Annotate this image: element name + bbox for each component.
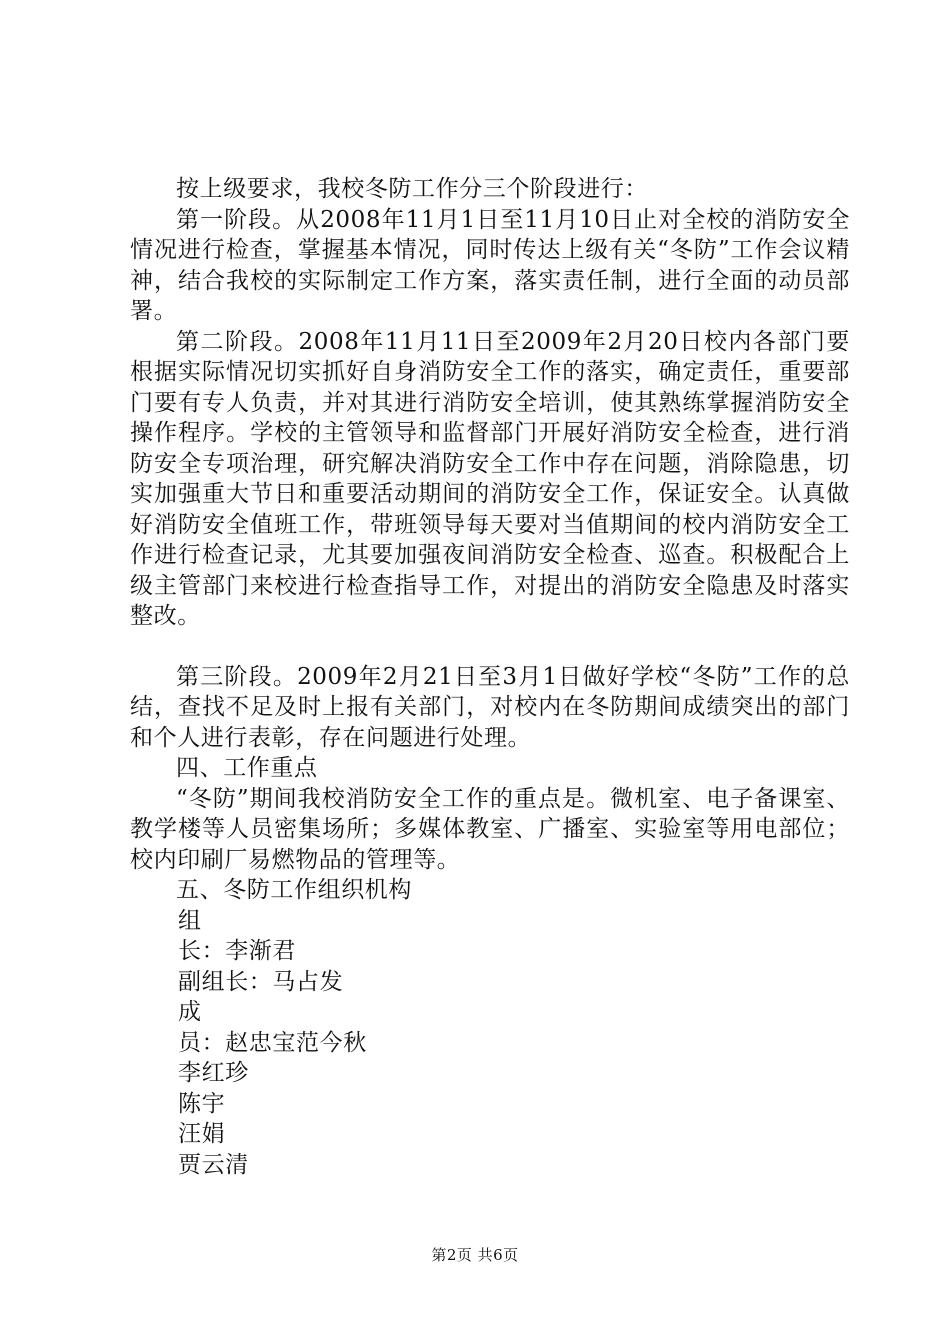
org-line: 陈宇	[178, 1090, 226, 1117]
stage-one-paragraph: 第一阶段。从2008年11月1日至11月10日止对全校的消防安全情况进行检查，掌握基本情况，同时传达上级有关“冬防”工作会议精神，结合我校的实际制定工作方案，落实责任制，进行全面的动员部署。	[130, 206, 850, 324]
intro-paragraph: 按上级要求，我校冬防工作分三个阶段进行：	[176, 176, 648, 202]
stage-two-paragraph: 第二阶段。2008年11月11日至2009年2月20日校内各部门要根据实际情况切实抓好自身消防安全工作的落实，确定责任，重要部门要有专人负责，并对其进行消防安全培训，使其熟练掌握消防安全操作程序。学校的主管领导和监督部门开展好消防安全检查，进行消防安全专项治理，研究解决消防安全工作中存在问题，消除隐患，切实加强重大节日和重要活动期间的消防安全工作，保证安全。认真做好消防安全值班工作，带班领导每天要对当值期间的校内消防安全工作进行检查记录，尤其要加强夜间消防安全检查、巡查。积极配合上级主管部门来校进行检查指导工作，对提出的消防安全隐患及时落实整改。	[130, 328, 850, 629]
org-line: 副组长：马占发	[178, 968, 344, 995]
org-line: 贾云清	[178, 1151, 249, 1178]
page-number-footer: 第2页 共6页	[431, 1246, 519, 1264]
organization-list	[130, 906, 850, 1181]
org-line: 员：赵忠宝范今秋	[178, 1029, 367, 1056]
org-line: 成	[178, 999, 202, 1025]
work-focus-paragraph: “冬防”期间我校消防安全工作的重点是。微机室、电子备课室、教学楼等人员密集场所；多媒体教室、广播室、实验室等用电部位；校内印刷厂易燃物品的管理等。	[130, 785, 850, 873]
org-line: 李红珍	[178, 1060, 249, 1086]
section-heading-work-focus: 四、工作重点	[176, 755, 318, 781]
org-line: 组	[178, 907, 202, 934]
org-line: 长：李渐君	[178, 938, 296, 964]
org-line: 汪娟	[178, 1121, 226, 1147]
stage-three-paragraph: 第三阶段。2009年2月21日至3月1日做好学校“冬防”工作的总结，查找不足及时上报有关部门，对校内在冬防期间成绩突出的部门和个人进行表彰，存在问题进行处理。	[130, 663, 850, 751]
document-body	[130, 174, 850, 1180]
section-heading-organization: 五、冬防工作组织机构	[176, 877, 412, 903]
